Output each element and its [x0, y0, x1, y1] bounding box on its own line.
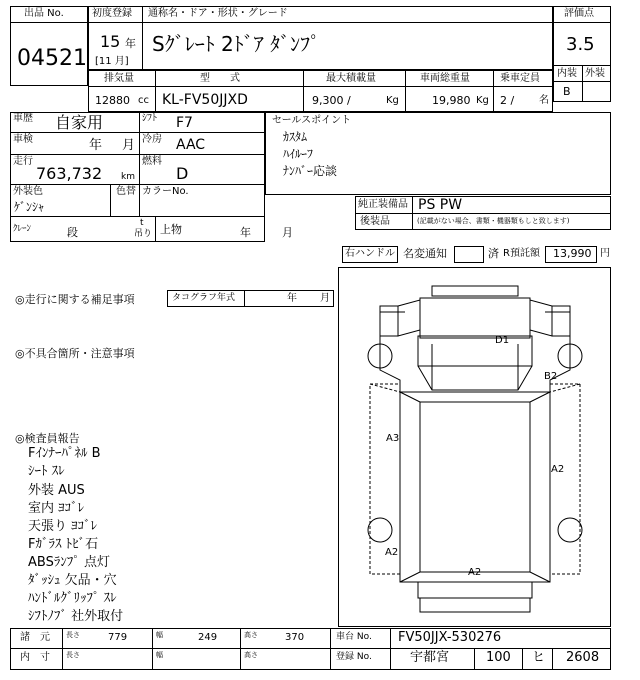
equipment-label: 純正装備品 [358, 199, 408, 210]
tachograph-year: 年 [287, 293, 297, 304]
retrofit-note: (記載がない場合、書類・機器類もしと致します) [417, 217, 570, 225]
inspector-item: ｼﾌﾄﾉﾌﾞ 社外取付 [28, 609, 124, 624]
lift-month: 月 [282, 226, 293, 239]
height-label: 高さ [244, 631, 258, 639]
crane-ton-top: t [140, 218, 144, 228]
inspection-label: 車検 [13, 134, 33, 145]
tachograph-label: タコグラフ年式 [172, 293, 236, 303]
reg-label: 登録 No. [336, 652, 372, 662]
inspection-year: 年 [89, 138, 103, 153]
chassis-label: 車台 No. [336, 632, 372, 642]
inspector-item: ABSﾗﾝﾌﾟ 点灯 [28, 555, 110, 570]
displacement-value: 12880 [95, 94, 130, 107]
year-unit: 年 [125, 37, 136, 50]
inspection-month: 月 [122, 138, 136, 153]
mileage-value: 763,732 [36, 164, 103, 183]
length-value: 779 [108, 632, 128, 643]
height-value: 370 [285, 632, 305, 643]
inspector-item: ﾊﾝﾄﾞﾙｸﾞﾘｯﾌﾟ ｽﾚ [28, 591, 117, 606]
width-label: 幅 [156, 631, 163, 639]
inspector-item: ｼｰﾄ ｽﾚ [28, 464, 65, 479]
ext-color-label: 外装色 [13, 186, 43, 197]
defects-label: ◎不具合箇所・注意事項 [15, 347, 135, 360]
displacement-unit: cc [138, 95, 149, 106]
score-label: 評価点 [564, 8, 594, 19]
inspector-item: 室内 ﾖｺﾞﾚ [28, 501, 85, 516]
name-label: 通称名・ドア・形状・グレード [148, 8, 288, 19]
retrofit-label: 後装品 [360, 216, 390, 227]
mileage-unit: km [121, 172, 135, 182]
chassis-value: FV50JJX-530276 [398, 630, 502, 645]
sales-point-item: ﾊｲﾙｰﾌ [283, 147, 314, 161]
shift-value: F7 [176, 115, 193, 131]
gross-value: 19,980 [432, 94, 471, 107]
model-code: KL-FV50JJXD [162, 92, 248, 108]
displacement-label: 排気量 [104, 73, 134, 84]
lot-number: 04521 [17, 46, 87, 71]
lift-label: 上物 [160, 223, 182, 236]
rhd-label: 右ハンドル [345, 248, 395, 259]
gross-label: 車両総重量 [420, 73, 470, 84]
aircon-label: 冷房 [142, 134, 162, 145]
history-label: 車歴 [13, 113, 33, 124]
first-reg-month: [11 月] [95, 56, 129, 67]
model-label: 型 式 [200, 73, 240, 84]
score-value: 3.5 [566, 34, 595, 55]
inner-dims-label: 内 寸 [20, 652, 50, 663]
recycle-prefix: 済 [488, 247, 499, 260]
reg-class: 100 [486, 650, 511, 665]
interior-grade: B [563, 85, 571, 98]
footer-box [10, 628, 611, 670]
inspector-item: Fｶﾞﾗｽ ﾄﾋﾞ石 [28, 537, 99, 552]
tachograph-month: 月 [320, 293, 330, 304]
seats-label: 乗車定員 [500, 73, 540, 84]
reg-number: 2608 [566, 650, 600, 665]
crane-label: ｸﾚｰﾝ [13, 224, 32, 234]
sales-point-item: ｶｽﾀﾑ [283, 130, 308, 144]
seats-value: 2 / [500, 94, 515, 107]
inspector-item: 外装 AUS [28, 483, 85, 498]
width-value: 249 [198, 632, 218, 643]
first-reg-year: 15 [100, 32, 121, 51]
seats-unit: 名 [539, 95, 549, 106]
ext-color-value: ｹﾞﾝｼｬ [14, 200, 45, 214]
name-change-label: 名変通知 [403, 247, 447, 260]
gross-unit: Kg [476, 95, 489, 106]
reg-kana: ヒ [532, 650, 546, 665]
fuel-value: D [176, 164, 189, 183]
fuel-label: 燃料 [142, 156, 162, 167]
recycle-amount: 13,990 [553, 247, 592, 260]
model-name: Sｸﾞﾚｰﾄ 2ﾄﾞｱ ﾀﾞﾝﾌﾟ [152, 32, 321, 56]
recycle-unit: 円 [600, 248, 610, 259]
lot-label: 出品 No. [24, 8, 64, 19]
driving-remarks-label: ◎走行に関する補足事項 [15, 293, 135, 306]
recycle-label: R預託額 [503, 248, 540, 259]
damage-mark-d1: D1 [495, 335, 510, 346]
damage-mark-a2-right: A2 [551, 464, 565, 475]
mileage-label: 走行 [13, 156, 33, 167]
sales-point-item: ﾅﾝﾊﾞｰ応談 [283, 164, 338, 178]
aircon-value: AAC [176, 137, 206, 153]
inspector-item: Fｲﾝﾅｰﾊﾟﾈﾙ B [28, 446, 101, 461]
inner-height-label: 高さ [244, 651, 258, 659]
damage-mark-b2: B2 [544, 371, 558, 382]
crane-steps: 段 [67, 226, 78, 239]
damage-mark-a3: A3 [386, 433, 400, 444]
shift-label: ｼﾌﾄ [142, 113, 157, 124]
length-label: 長さ [66, 631, 80, 639]
crane-ton-bottom: 吊り [134, 229, 153, 239]
color-no-label: 色替 [116, 186, 136, 197]
sales-points-label: セールスポイント [272, 115, 352, 126]
color-code-label: カラーNo. [142, 186, 189, 197]
inspector-item: 天張り ﾖｺﾞﾚ [28, 519, 98, 534]
exterior-label: 外装 [585, 68, 605, 79]
dims-label: 諸 元 [20, 632, 50, 643]
capacity-label: 最大積載量 [326, 73, 376, 84]
reg-area: 宇都宮 [410, 650, 450, 665]
interior-label: 内装 [557, 68, 577, 79]
capacity-value: 9,300 / [312, 94, 351, 107]
inspector-label: ◎検査員報告 [15, 432, 80, 445]
lift-year: 年 [240, 226, 251, 239]
inspector-item: ﾀﾞｯｼｭ 欠品・穴 [28, 573, 117, 588]
first-reg-label: 初度登録 [92, 8, 132, 19]
inner-width-label: 幅 [156, 651, 163, 659]
inner-length-label: 長さ [66, 651, 80, 659]
equipment-value: PS PW [418, 197, 463, 213]
damage-mark-a2-left: A2 [385, 547, 399, 558]
history-value: 自家用 [55, 113, 104, 132]
capacity-unit: Kg [386, 95, 399, 106]
damage-mark-a2-bottom: A2 [468, 567, 482, 578]
